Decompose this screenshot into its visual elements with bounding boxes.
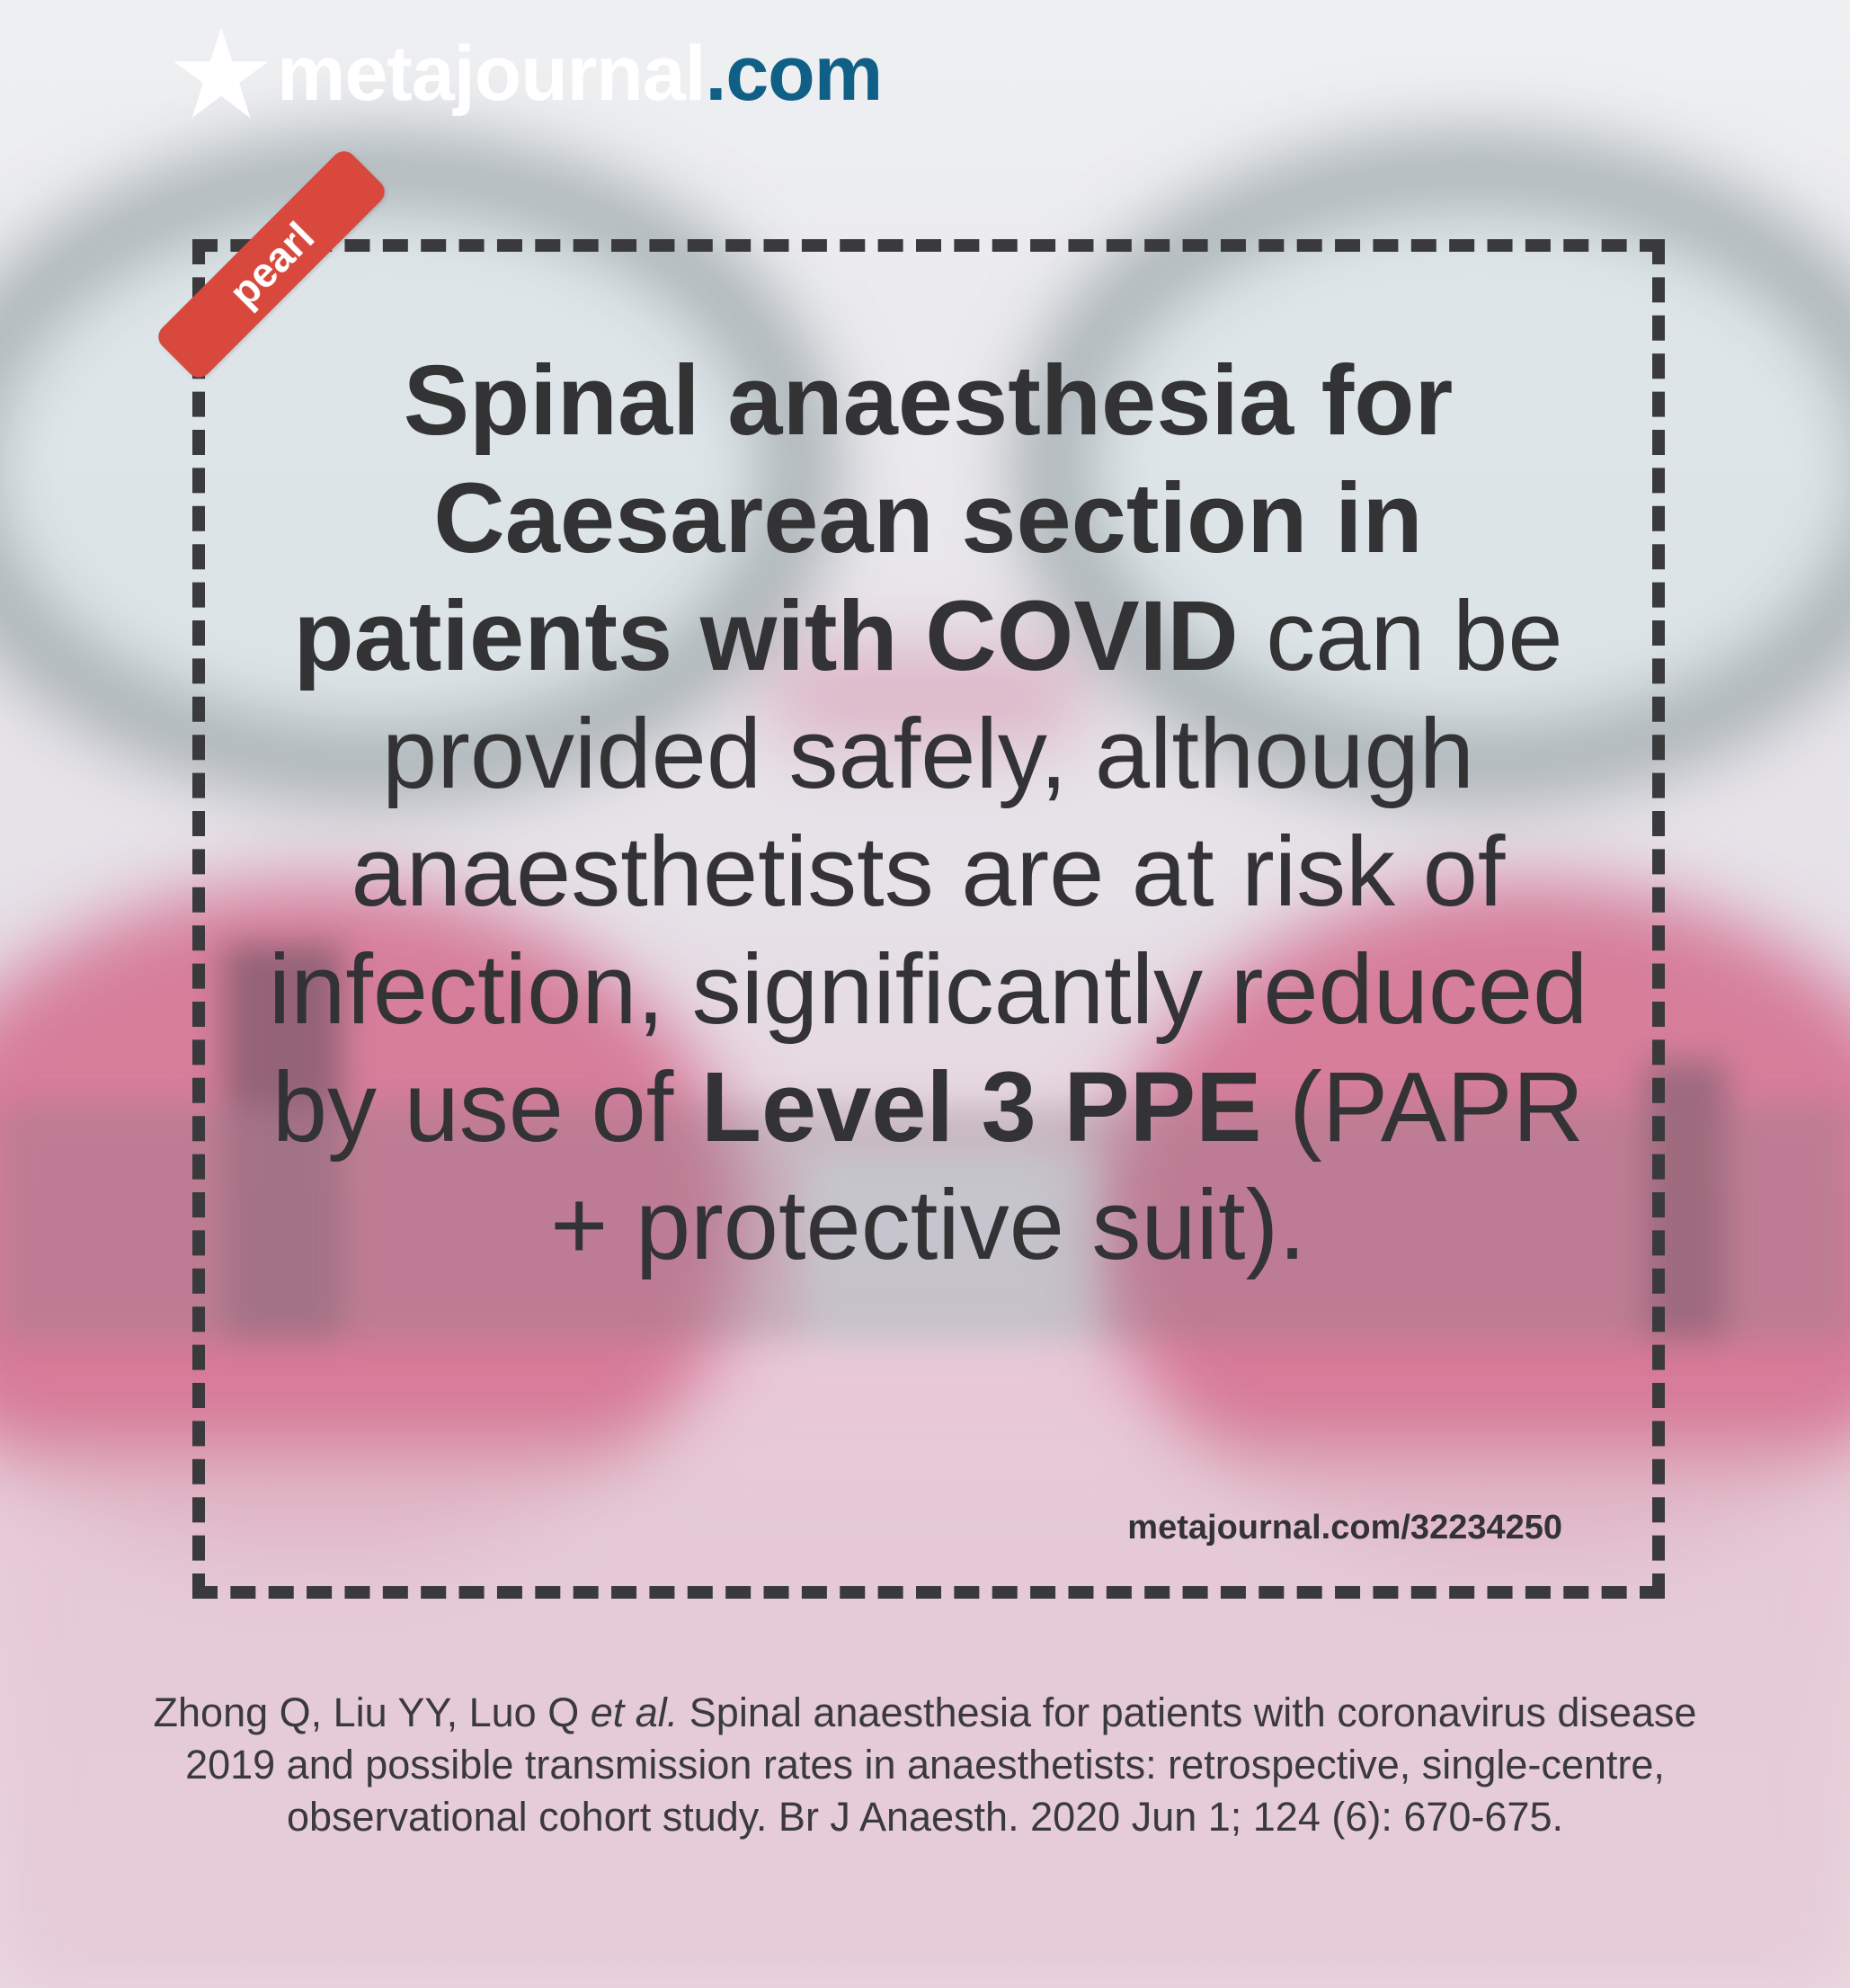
- brand-tld: .com: [705, 30, 883, 117]
- pearl-emphasis-1: Spinal anaesthesia for Caesarean section in patients with COVID: [293, 345, 1454, 691]
- citation: [135, 1687, 1715, 1843]
- metajournal-logo[interactable]: [171, 20, 882, 128]
- brand-main: metajournal: [277, 30, 706, 117]
- source-link[interactable]: metajournal.com/32234250: [1127, 1509, 1562, 1547]
- pearl-tag: pearl: [153, 146, 389, 382]
- brand-name: [277, 30, 882, 119]
- pearl-text-2: (PAPR + protective suit).: [550, 1052, 1585, 1280]
- pearl-text-1: can be provided safely, although anaesthetists are at risk of infection, significantly reduced by use of: [268, 581, 1588, 1163]
- citation-body: Spinal anaesthesia for patients with coronavirus disease 2019 and possible transmission rates in anaesthetists: retrospective, single-centre, observational cohort study. Br J Anaesth. 2020 Jun 1; 124 (6): 670-675.: [185, 1689, 1697, 1840]
- citation-etal: et al.: [590, 1689, 679, 1735]
- pearl-statement: [234, 342, 1623, 1284]
- pearl-emphasis-2: Level 3 PPE: [700, 1052, 1262, 1163]
- citation-authors: Zhong Q, Liu YY, Luo Q: [153, 1689, 591, 1735]
- star-icon: [171, 23, 271, 124]
